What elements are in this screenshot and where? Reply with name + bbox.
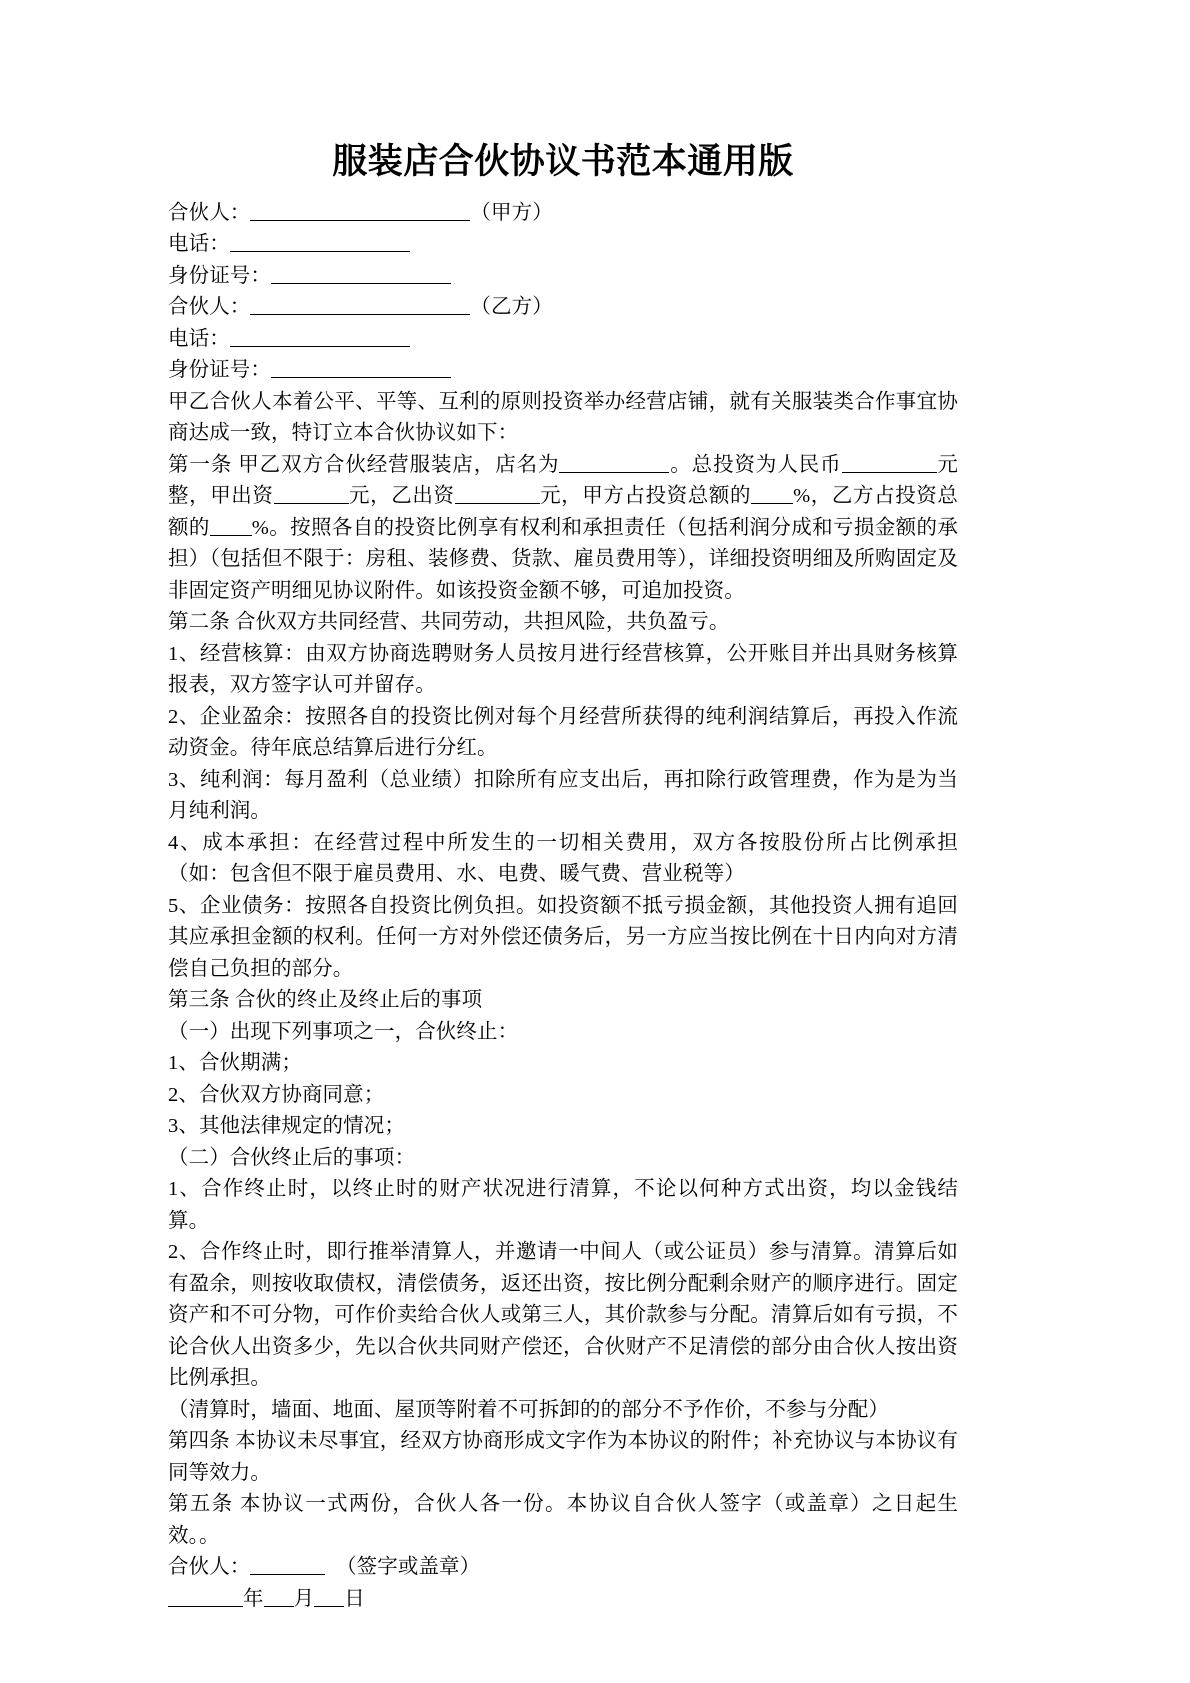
article-4-paragraph: 第四条 本协议未尽事宜，经双方协商形成文字作为本协议的附件；补充协议与本协议有同等效力。	[168, 1430, 958, 1484]
field-label: 合伙人：	[168, 296, 251, 319]
article-1-part-e: 元，甲方占投资总额的	[539, 485, 752, 508]
article-2-heading: 第二条 合伙双方共同经营、共同劳动，共担风险，共负盈亏。	[168, 611, 730, 634]
blank-underline-a-amount[interactable]	[274, 482, 349, 504]
article-3-sub-1-item-1: 1、合伙期满；	[168, 1052, 302, 1075]
article-1-part-c: 元整，甲出资	[168, 453, 958, 508]
blank-underline[interactable]	[271, 262, 451, 284]
article-3-sub-2-item-1: 1、合作终止时，以终止时的财产状况进行清算，不论以何种方式出资，均以金钱结算。	[168, 1178, 958, 1232]
article-1-part-a: 第一条 甲乙双方合伙经营服装店，店名为	[168, 453, 560, 476]
signature-label: 合伙人：	[168, 1556, 251, 1579]
signature-note: （签字或盖章）	[336, 1556, 481, 1579]
field-label: 电话：	[168, 233, 230, 256]
article-1-paragraph	[168, 450, 958, 608]
signature-line	[168, 1552, 958, 1584]
page-title: 服装店合伙协议书范本通用版	[332, 142, 794, 181]
blank-underline[interactable]	[230, 230, 410, 252]
blank-underline[interactable]	[271, 356, 451, 378]
blank-underline-signature[interactable]	[250, 1553, 325, 1575]
article-1-part-f: %，乙方占投资总额的	[168, 485, 959, 539]
party-field-id-b	[168, 355, 958, 387]
blank-underline-total-investment[interactable]	[842, 451, 937, 473]
blank-underline-b-amount[interactable]	[455, 482, 540, 504]
article-2-item-3: 3、纯利润：每月盈利（总业绩）扣除所有应支出后，再扣除行政管理费，作为是为当月纯利润。	[168, 768, 958, 823]
article-3-heading: 第三条 合伙的终止及终止后的事项	[168, 989, 483, 1012]
date-year-label: 年	[243, 1587, 264, 1610]
field-label: 身份证号：	[168, 359, 271, 382]
field-label: 身份证号：	[168, 264, 271, 287]
date-day-label: 日	[344, 1587, 365, 1610]
article-3-sub-2-title: （二）合伙终止后的事项：	[168, 1146, 416, 1169]
preamble-paragraph: 甲乙合伙人本着公平、平等、互利的原则投资举办经营店铺，就有关服装类合作事宜协商达成一致，特订立本合伙协议如下：	[168, 390, 958, 445]
blank-underline[interactable]	[250, 293, 470, 315]
field-label: 电话：	[168, 327, 230, 350]
field-suffix: （乙方）	[470, 296, 553, 319]
party-field-partner-b	[168, 292, 958, 324]
blank-underline-b-percent[interactable]	[210, 514, 252, 536]
field-suffix: （甲方）	[470, 201, 553, 224]
article-2-item-5: 5、企业债务：按照各自投资比例负担。如投资额不抵亏损金额，其他投资人拥有追回其应承担金额的权利。任何一方对外偿还债务后，另一方应当按比例在十日内向对方清偿自己负担的部分。	[168, 894, 958, 980]
article-3-sub-1-item-2: 2、合伙双方协商同意；	[168, 1083, 385, 1106]
document-body	[168, 140, 958, 1615]
field-label: 合伙人：	[168, 201, 251, 224]
article-3-sub-2-item-2: 2、合作终止时，即行推举清算人，并邀请一中间人（或公证员）参与清算。清算后如有盈余，则按收取债权，清偿债务，返还出资，按比例分配剩余财产的顺序进行。固定资产和不可分物，可作价卖给合伙人或第三人，其价款参与分配。清算后如有亏损，不论合伙人出资多少，先以合伙共同财产偿还，合伙财产不足清偿的部分由合伙人按出资比例承担。	[168, 1241, 958, 1390]
date-month-label: 月	[293, 1587, 315, 1610]
article-2-item-2: 2、企业盈余：按照各自的投资比例对每个月经营所获得的纯利润结算后，再投入作流动资金。待年底总结算后进行分红。	[168, 705, 958, 760]
blank-underline-a-percent[interactable]	[751, 482, 793, 504]
article-2-item-4: 4、成本承担：在经营过程中所发生的一切相关费用，双方各按股份所占比例承担（如：包含但不限于雇员费用、水、电费、暖气费、营业税等）	[168, 831, 958, 886]
article-3-sub-1-item-3: 3、其他法律规定的情况；	[168, 1115, 405, 1138]
article-1-part-g: %。按照各自的投资比例享有权利和承担责任（包括利润分成和亏损金额的承担）（包括但不限于：房租、装修费、货款、雇员费用等），详细投资明细及所购固定及非固定资产明细见协议附件。如该投资金额不够，可追加投资。	[168, 516, 958, 602]
blank-underline-day[interactable]	[314, 1585, 344, 1607]
blank-underline[interactable]	[250, 199, 470, 221]
date-line	[168, 1584, 958, 1616]
party-field-partner-a	[168, 198, 958, 230]
article-1-part-b: 。总投资为人民币	[669, 453, 842, 476]
article-5-paragraph: 第五条 本协议一式两份，合伙人各一份。本协议自合伙人签字（或盖章）之日起生效。。	[168, 1493, 958, 1547]
party-field-phone-b	[168, 324, 958, 356]
article-2-item-1: 1、经营核算：由双方协商选聘财务人员按月进行经营核算，公开账目并出具财务核算报表，双方签字认可并留存。	[168, 642, 958, 697]
blank-underline-shop-name[interactable]	[559, 451, 669, 473]
blank-underline-year[interactable]	[168, 1585, 243, 1607]
article-3-sub-1-title: （一）出现下列事项之一，合伙终止：	[168, 1020, 519, 1043]
article-3-sub-2-note: （清算时，墙面、地面、屋顶等附着不可拆卸的的部分不予作价，不参与分配）	[168, 1398, 889, 1421]
blank-underline-month[interactable]	[264, 1585, 294, 1607]
article-1-part-d: 元，乙出资	[348, 485, 455, 508]
party-field-phone-a	[168, 229, 958, 261]
blank-underline[interactable]	[230, 325, 410, 347]
party-field-id-a	[168, 261, 958, 293]
